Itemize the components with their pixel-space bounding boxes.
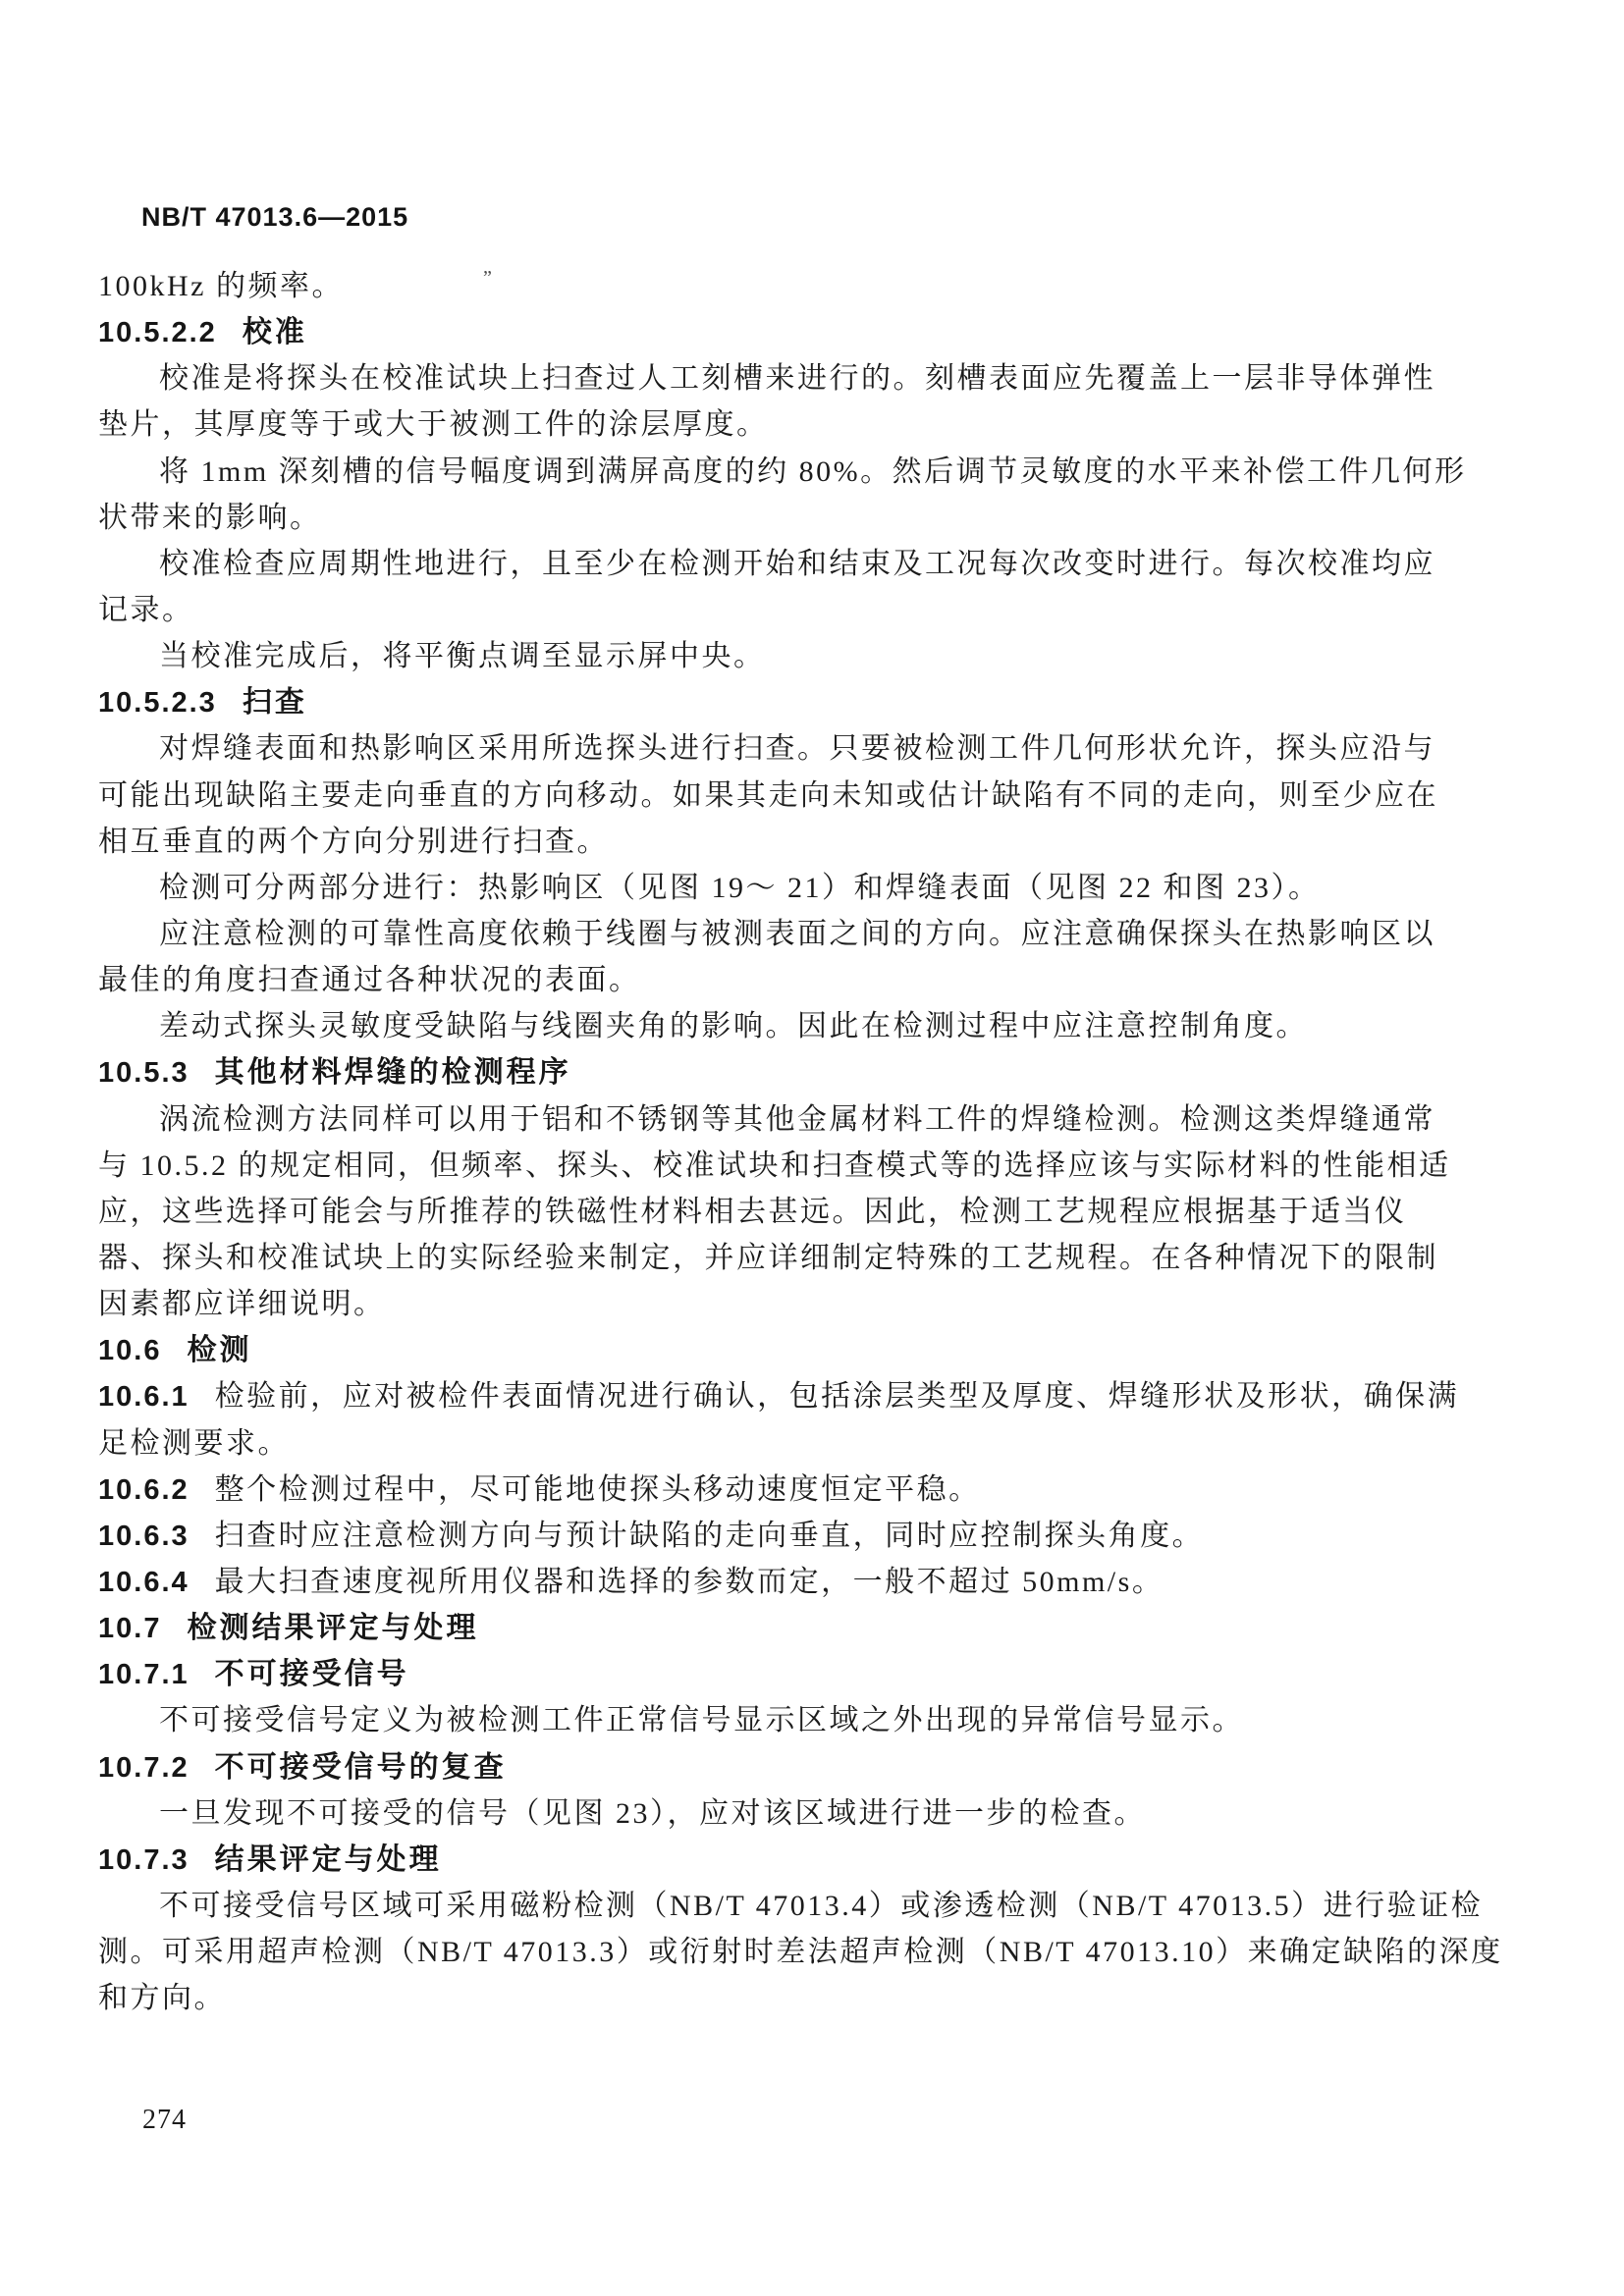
- text-line: [98, 819, 1551, 865]
- section-heading: [98, 1327, 1551, 1373]
- text-line: [98, 1790, 1551, 1837]
- section-heading: [98, 309, 1551, 355]
- section-heading: [98, 1049, 1551, 1095]
- text-line: [98, 911, 1551, 957]
- text-line: [98, 1189, 1551, 1235]
- line-text: 差动式探头灵敏度受缺陷与线圈夹角的影响。因此在检测过程中应注意控制角度。: [159, 1010, 1308, 1043]
- line-text: 应注意检测的可靠性高度依赖于线圈与被测表面之间的方向。应注意确保探头在热影响区以: [159, 917, 1435, 950]
- line-text: 对焊缝表面和热影响区采用所选探头进行扫查。只要被检测工件几何形状允许，探头应沿与: [159, 732, 1435, 766]
- text-line: [98, 1883, 1551, 1929]
- line-text: 当校准完成后，将平衡点调至显示屏中央。: [159, 640, 766, 673]
- document-number: NB/T 47013.6—2015: [141, 202, 409, 232]
- line-text: 最佳的角度扫查通过各种状况的表面。: [98, 964, 641, 997]
- text-line: [98, 865, 1551, 911]
- text-line: [98, 725, 1551, 772]
- clause-number: 10.7.1: [98, 1659, 189, 1691]
- text-line: [98, 1420, 1551, 1467]
- line-text: 不可接受信号区域可采用磁粉检测（NB/T 47013.4）或渗透检测（NB/T 47013.5）进行验证检: [159, 1889, 1484, 1922]
- line-text: 测。可采用超声检测（NB/T 47013.3）或衍射时差法超声检测（NB/T 47013.10）来确定缺陷的深度: [98, 1936, 1503, 1969]
- clause-number: 10.6.3: [98, 1520, 189, 1552]
- clause-number: 10.6.2: [98, 1473, 189, 1506]
- section-heading: [98, 679, 1551, 725]
- line-text: 检测可分两部分进行：热影响区（见图 19～ 21）和焊缝表面（见图 22 和图 23）。: [159, 871, 1321, 904]
- clause-number: 10.7.2: [98, 1751, 189, 1784]
- line-text: 其他材料焊缝的检测程序: [214, 1056, 571, 1090]
- line-text: 检测结果评定与处理: [187, 1612, 479, 1645]
- text-line: [98, 1929, 1551, 1975]
- line-text: 检验前，应对被检件表面情况进行确认，包括涂层类型及厚度、焊缝形状及形状，确保满: [214, 1380, 1460, 1414]
- text-line: [98, 1975, 1551, 2021]
- line-text: 器、探头和校准试块上的实际经验来制定，并应详细制定特殊的工艺规程。在各种情况下的限制: [98, 1241, 1438, 1274]
- line-text: 校准检查应周期性地进行，且至少在检测开始和结束及工况每次改变时进行。每次校准均应: [159, 547, 1435, 580]
- scan-artifact-mark: ”: [483, 267, 492, 289]
- line-text: 扫查: [242, 686, 307, 720]
- line-text: 足检测要求。: [98, 1426, 290, 1460]
- line-text: 检测: [187, 1334, 252, 1367]
- text-block: [98, 263, 1551, 2021]
- line-text: 扫查时应注意检测方向与预计缺陷的走向垂直，同时应控制探头角度。: [214, 1519, 1205, 1552]
- line-text: 状带来的影响。: [98, 501, 322, 534]
- text-line: [98, 773, 1551, 819]
- clause-number: 10.5.2.2: [98, 317, 217, 349]
- line-text: 将 1mm 深刻槽的信号幅度调到满屏高度的约 80%。然后调节灵敏度的水平来补偿工件几何形: [159, 454, 1467, 488]
- line-text: 垫片，其厚度等于或大于被测工件的涂层厚度。: [98, 408, 769, 442]
- text-line: [98, 1096, 1551, 1143]
- text-line: [98, 1559, 1551, 1605]
- section-heading: [98, 1605, 1551, 1651]
- line-text: 涡流检测方法同样可以用于铝和不锈钢等其他金属材料工件的焊缝检测。检测这类焊缝通常: [159, 1102, 1435, 1136]
- line-text: 不可接受信号定义为被检测工件正常信号显示区域之外出现的异常信号显示。: [159, 1704, 1244, 1737]
- text-line: [98, 1003, 1551, 1049]
- line-text: 整个检测过程中，尽可能地使探头移动速度恒定平稳。: [214, 1472, 981, 1506]
- text-line: [98, 449, 1551, 495]
- line-text: 可能出现缺陷主要走向垂直的方向移动。如果其走向未知或估计缺陷有不同的走向，则至少应在: [98, 778, 1438, 812]
- clause-number: 10.7: [98, 1613, 162, 1645]
- line-text: 和方向。: [98, 1982, 226, 2015]
- line-text: 校准是将探头在校准试块上扫查过人工刻槽来进行的。刻槽表面应先覆盖上一层非导体弹性: [159, 362, 1435, 396]
- section-heading: [98, 1837, 1551, 1883]
- line-text: 一旦发现不可接受的信号（见图 23），应对该区域进行进一步的检查。: [159, 1796, 1146, 1830]
- text-line: [98, 541, 1551, 587]
- line-text: 与 10.5.2 的规定相同，但频率、探头、校准试块和扫查模式等的选择应该与实际材料的性能相适: [98, 1148, 1451, 1182]
- line-text: 结果评定与处理: [214, 1842, 442, 1876]
- text-line: [98, 355, 1551, 401]
- line-text: 应，这些选择可能会与所推荐的铁磁性材料相去甚远。因此，检测工艺规程应根据基于适当仪: [98, 1195, 1407, 1228]
- text-line: [98, 495, 1551, 541]
- line-text: 不可接受信号的复查: [214, 1750, 507, 1784]
- text-line: [98, 263, 1551, 309]
- page-number: 274: [142, 2105, 187, 2135]
- text-line: [98, 1235, 1551, 1281]
- text-line: [98, 1373, 1551, 1419]
- text-line: [98, 1467, 1551, 1513]
- clause-number: 10.6.4: [98, 1566, 189, 1598]
- line-text: 记录。: [98, 593, 194, 626]
- line-text: 100kHz 的频率。: [98, 270, 344, 302]
- text-line: [98, 633, 1551, 679]
- text-line: [98, 1697, 1551, 1743]
- text-line: [98, 587, 1551, 633]
- clause-number: 10.5.3: [98, 1057, 189, 1090]
- line-text: 相互垂直的两个方向分别进行扫查。: [98, 825, 609, 858]
- text-line: [98, 957, 1551, 1003]
- text-line: [98, 401, 1551, 448]
- line-text: 校准: [242, 316, 307, 349]
- text-line: [98, 1513, 1551, 1559]
- clause-number: 10.7.3: [98, 1843, 189, 1876]
- clause-number: 10.5.2.3: [98, 687, 217, 720]
- clause-number: 10.6: [98, 1335, 162, 1367]
- clause-number: 10.6.1: [98, 1381, 189, 1414]
- section-heading: [98, 1651, 1551, 1697]
- section-heading: [98, 1744, 1551, 1790]
- text-line: [98, 1143, 1551, 1189]
- line-text: 不可接受信号: [214, 1658, 409, 1691]
- text-line: [98, 1281, 1551, 1327]
- line-text: 因素都应详细说明。: [98, 1288, 386, 1321]
- line-text: 最大扫查速度视所用仪器和选择的参数而定，一般不超过 50mm/s。: [214, 1565, 1164, 1598]
